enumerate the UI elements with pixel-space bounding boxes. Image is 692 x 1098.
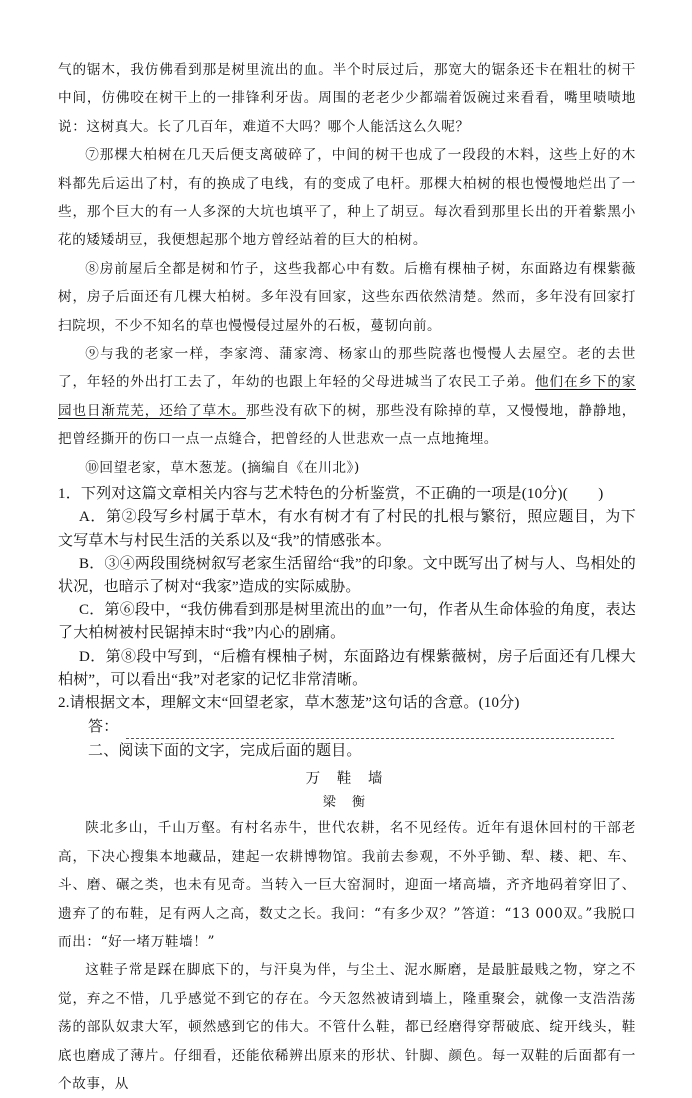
question-1-stem: 1．下列对这篇文章相关内容与艺术特色的分析鉴赏，不正确的一项是(10分)( ) — [58, 486, 604, 503]
essay-paragraph-9-part1: ⑨与我的老家一样，李家湾、蒲家湾、杨家山的那些院落也慢慢人去屋空。老的去世了，年轻的外出打工去了，年幼的也跟上年轻的父母进城当了农民工子弟。 — [58, 346, 636, 391]
article-title: 万 鞋 墙 — [305, 771, 389, 788]
section-2-heading: 二、阅读下面的文字，完成后面的题目。 — [88, 743, 362, 760]
essay-paragraph-7: ⑦那棵大柏树在几天后便支离破碎了，中间的树干也成了一段段的木料，这些上好的木料都先后运出了村，有的换成了电线，有的变成了电杆。那棵大柏树的根也慢慢地烂出了一些，那个巨大的有一人多深的大坑也填平了，种上了胡豆。每次看到那里长出的开着紫黑小花的矮矮胡豆，我便想起那个地方曾经站着的巨大的柏树。 — [58, 147, 636, 249]
essay-continued — [58, 56, 636, 482]
question-1-option-a: A．第②段写乡村属于草木，有水有树才有了村民的扎根与繁衍，照应题目，为下文写草木与村民生活的关系以及“我”的情感张本。 — [58, 509, 636, 549]
article-body — [58, 814, 636, 1098]
underlined-sentence: 他们在乡下的家园也日渐荒芜，还给了草木。 — [58, 374, 636, 419]
article-paragraph-2: 这鞋子常是踩在脚底下的，与汗臭为伴，与尘土、泥水厮磨，是最脏最贱之物，穿之不觉，弃之不惜，几乎感觉不到它的存在。今天忽然被请到墙上，隆重聚会，就像一支浩浩荡荡的部队奴隶大军，顿然感到它的伟大。不管什么鞋，都已经磨得穿帮破底、绽开线头，鞋底也磨成了薄片。仔细看，还能依稀辨出原来的形状、针脚、颜色。每一双鞋的后面都有一个故事，从 — [58, 962, 636, 1092]
questions-block — [58, 483, 636, 763]
essay-paragraph-8: ⑧房前屋后全都是树和竹子，这些我都心中有数。后檐有棵柚子树，东面路边有棵紫薇树，房子后面还有几棵大柏树。多年没有回家，这些东西依然清楚。然而，多年没有回家打扫院坝，不少不知名的草也慢慢侵过屋外的石板，蔓韧向前。 — [58, 260, 636, 334]
essay-paragraph-9-part2: 那些没有砍下的树，那些没有除掉的草，又慢慢地，静静地，把曾经撕开的伤口一点一点缝合，把曾经的人世悲欢一点一点地掩埋。 — [58, 402, 636, 448]
question-2-stem: 2.请根据文本，理解文末“回望老家，草木葱茏”这句话的含意。(10分) — [58, 694, 520, 711]
article-paragraph-1: 陕北多山，千山万壑。有村名赤牛，世代农耕，名不见经传。近年有退休回村的干部老高，下决心搜集本地藏品，建起一农耕博物馆。我前去参观，不外乎锄、犁、耧、耙、车、斗、磨、碾之类，也未有见奇。当转入一巨大窑洞时，迎面一堵高墙，齐齐地码着穿旧了、遗弃了的布鞋，足有两人之高，数丈之长。我问：“有多少双？”答道：“13 000双。”我脱口而出：“好一堵万鞋墙！” — [58, 820, 636, 950]
answer-blank[interactable] — [126, 724, 614, 739]
article-author: 梁 衡 — [322, 795, 372, 811]
document-page — [58, 56, 636, 1098]
question-1-option-c: C．第⑥段中，“我仿佛看到那是树里流出的血”一句，作者从生命体验的角度，表达了大柏树被村民锯掉末时“我”内心的剧痛。 — [58, 602, 636, 642]
essay-paragraph-9 — [58, 340, 636, 454]
question-1-option-b: B．③④两段围绕树叙写老家生活留给“我”的印象。文中既写出了树与人、鸟相处的状况，也暗示了树对“我家”造成的实际威胁。 — [58, 555, 636, 595]
question-1-option-d: D．第⑧段中写到，“后檐有棵柚子树，东面路边有棵紫薇树，房子后面还有几棵大柏树”，可以看出“我”对老家的记忆非常清晰。 — [58, 648, 636, 688]
answer-line — [58, 715, 636, 739]
essay-paragraph-6-cont: 气的锯木，我仿佛看到那是树里流出的血。半个时辰过后，那宽大的锯条还卡在粗壮的树干中间，仿佛咬在树干上的一排锋利牙齿。周围的老老少少都端着饭碗过来看看，嘴里啧啧地说：这树真大。长了几百年，难道不大吗？哪个人能活这么久呢？ — [58, 62, 636, 135]
answer-label: 答： — [88, 718, 119, 735]
essay-paragraph-10: ⑩回望老家，草木葱茏。(摘编自《在川北》) — [85, 459, 360, 476]
